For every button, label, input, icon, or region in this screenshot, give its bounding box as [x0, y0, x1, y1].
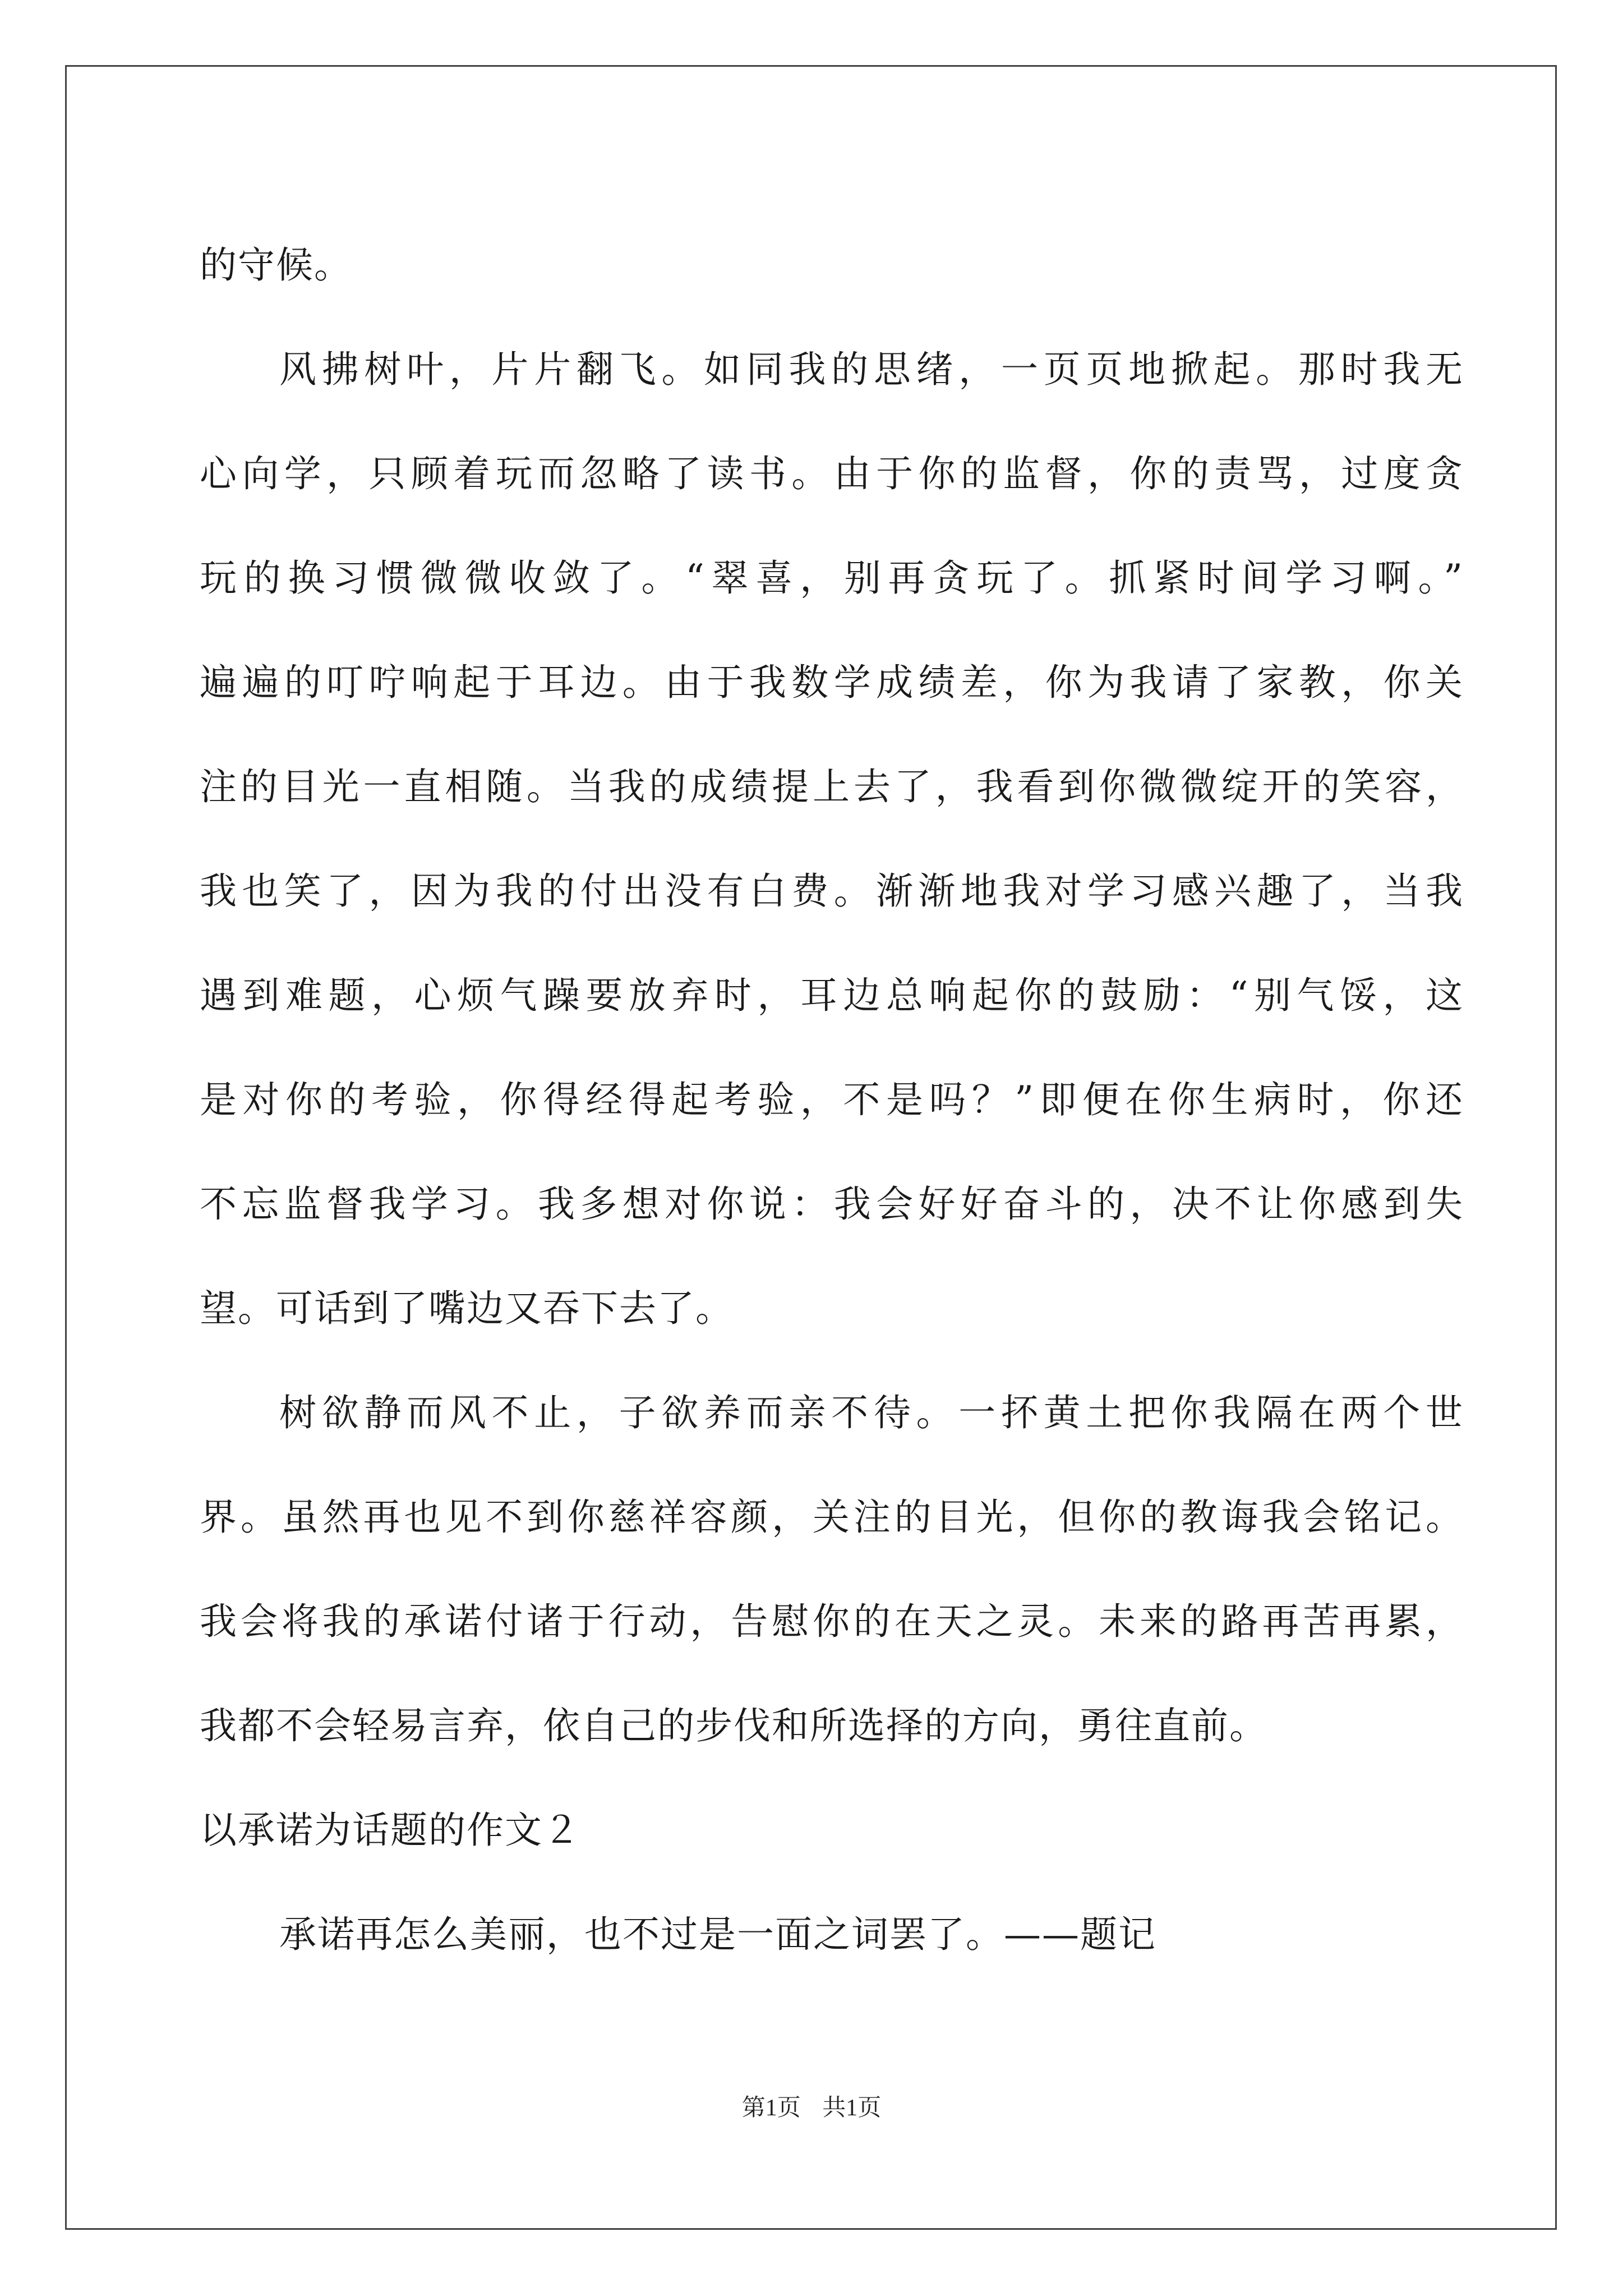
paragraph-line: 望。可话到了嘴边又吞下去了。 [200, 1287, 734, 1330]
paragraph-line: 注的目光一直相随。当我的成绩提上去了，我看到你微微绽开的笑容， [200, 765, 1464, 808]
paragraph-line: 是对你的考验，你得经得起考验，不是吗？”即便在你生病时，你还 [200, 1078, 1464, 1121]
paragraph-line: 界。虽然再也见不到你慈祥容颜，关注的目光，但你的教诲我会铭记。 [200, 1496, 1464, 1539]
epigraph-line: 承诺再怎么美丽，也不过是一面之词罢了。——题记 [279, 1913, 1156, 1956]
paragraph-line: 我也笑了，因为我的付出没有白费。渐渐地我对学习感兴趣了，当我 [200, 869, 1464, 913]
paragraph-line: 风拂树叶，片片翻飞。如同我的思绪，一页页地掀起。那时我无 [279, 348, 1464, 391]
paragraph-line: 遇到难题，心烦气躁要放弃时，耳边总响起你的鼓励：“别气馁，这 [200, 974, 1464, 1017]
paragraph-line: 遍遍的叮咛响起于耳边。由于我数学成绩差，你为我请了家教，你关 [200, 661, 1464, 704]
section-heading: 以承诺为话题的作文２ [200, 1809, 581, 1852]
paragraph-line: 不忘监督我学习。我多想对你说：我会好好奋斗的，决不让你感到失 [200, 1182, 1464, 1226]
paragraph-line: 的守候。 [200, 243, 352, 287]
paragraph-line: 玩的换习惯微微收敛了。“翠喜，别再贪玩了。抓紧时间学习啊。” [200, 556, 1464, 600]
paragraph-line: 树欲静而风不止，子欲养而亲不待。一抔黄土把你我隔在两个世 [279, 1391, 1464, 1434]
page-count: 共1页 [822, 2095, 882, 2121]
paragraph-line: 我会将我的承诺付诸于行动，告慰你的在天之灵。未来的路再苦再累， [200, 1600, 1464, 1643]
document-body [200, 213, 1464, 1987]
page-footer [0, 2091, 1623, 2125]
paragraph-line: 我都不会轻易言弃，依自己的步伐和所选择的方向，勇往直前。 [200, 1704, 1267, 1747]
paragraph-line: 心向学，只顾着玩而忽略了读书。由于你的监督，你的责骂，过度贪 [200, 452, 1464, 495]
page-number: 第1页 [741, 2095, 801, 2121]
